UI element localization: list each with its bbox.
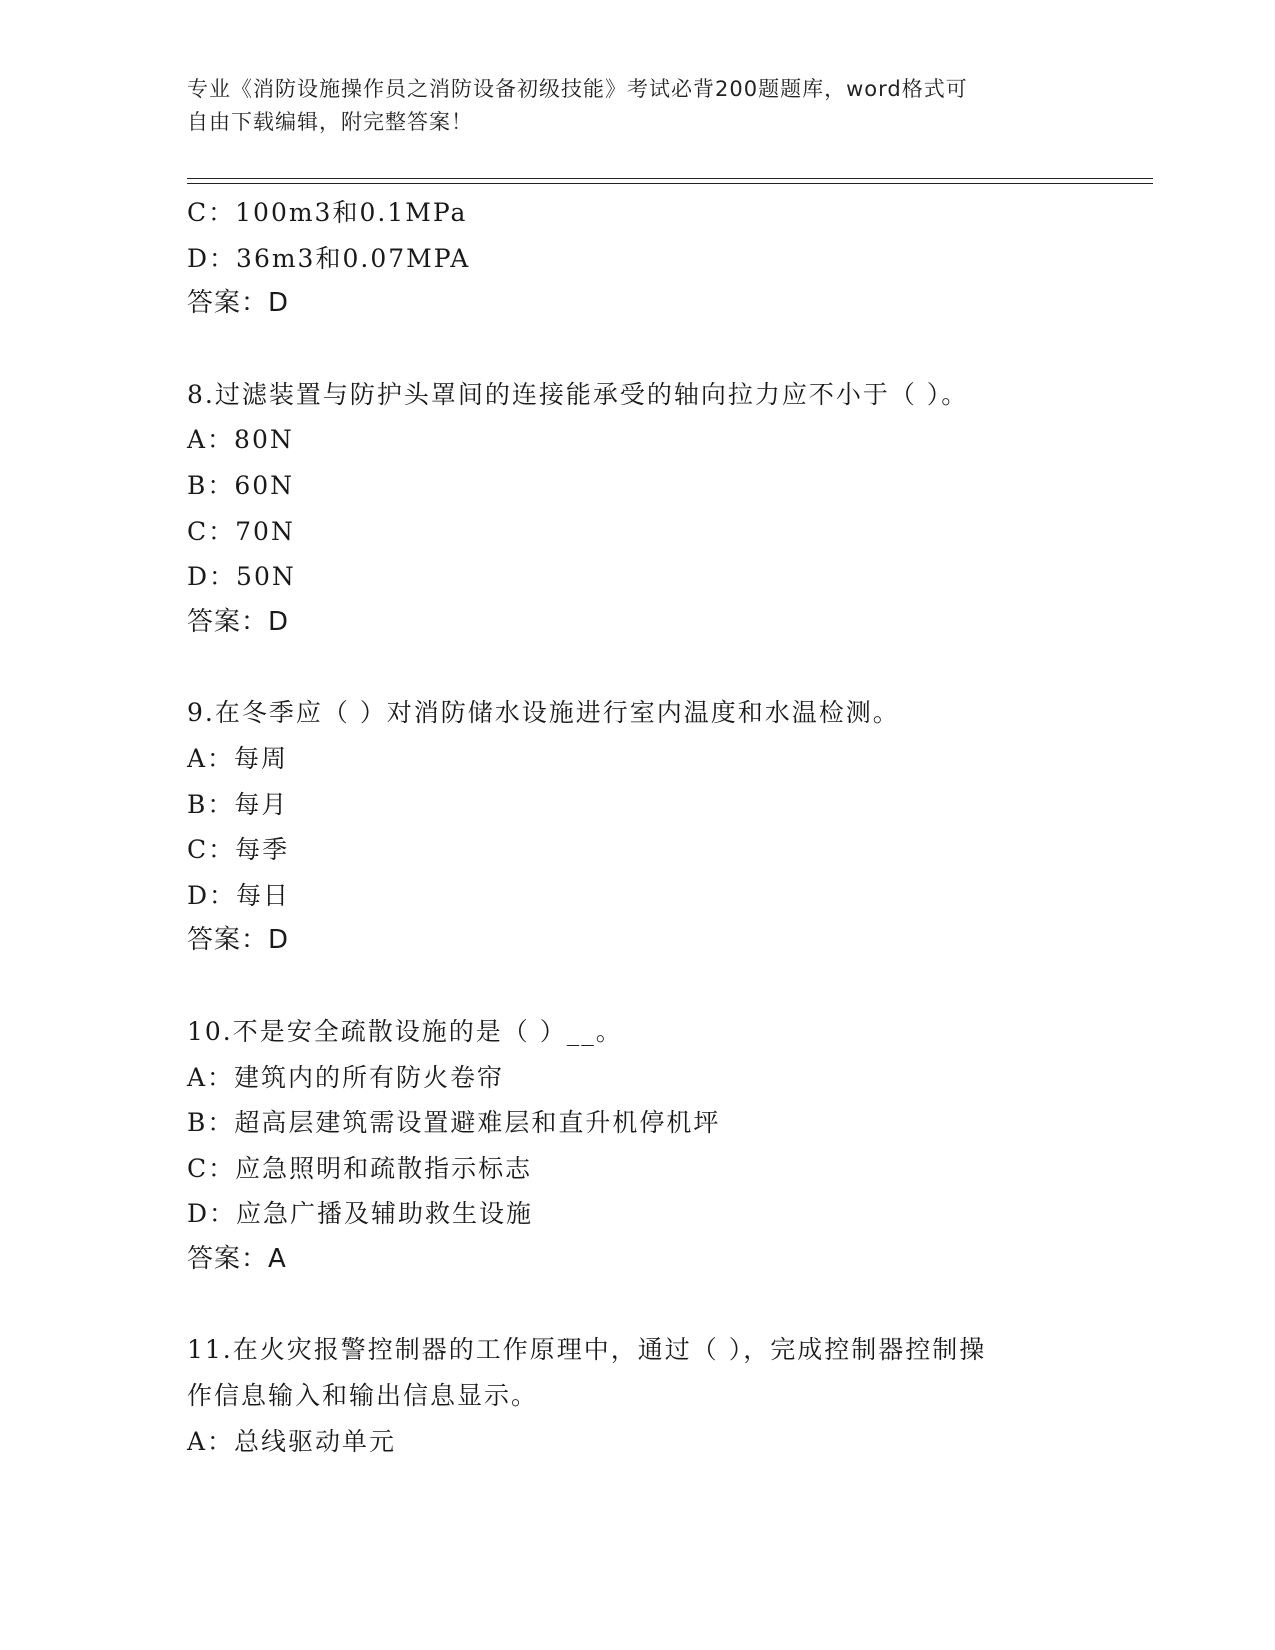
- q7-answer: 答案：D: [187, 288, 290, 319]
- q11-question-line-1: 11.在火灾报警控制器的工作原理中，通过（ ），完成控制器控制操: [187, 1335, 987, 1365]
- q10-option-a: A：建筑内的所有防火卷帘: [187, 1062, 505, 1092]
- spacer: [187, 645, 1187, 690]
- q9-option-d: D：每日: [187, 880, 291, 910]
- q10-option-b: B：超高层建筑需设置避难层和直升机停机坪: [187, 1108, 721, 1138]
- q8-option-a: A：80N: [187, 425, 294, 455]
- q11-option-a: A：总线驱动单元: [187, 1426, 397, 1456]
- q7-option-c: C：100m3和0.1MPa: [187, 198, 468, 227]
- q10-question: 10.不是安全疏散设施的是（ ）__。: [187, 1016, 623, 1046]
- document-header: [187, 73, 1067, 139]
- header-line-2: 自由下载编辑，附完整答案！: [187, 110, 473, 134]
- header-divider-bottom: [187, 183, 1153, 184]
- spacer: [187, 964, 1187, 1009]
- q9-option-a: A：每周: [187, 743, 289, 773]
- spacer: [187, 327, 1187, 372]
- q10-option-d: D：应急广播及辅助救生设施: [187, 1199, 534, 1229]
- q8-option-d: D：50N: [187, 562, 296, 592]
- header-divider-top: [187, 178, 1153, 179]
- q11-question-line-2: 作信息输入和输出信息显示。: [187, 1381, 539, 1411]
- q8-option-c: C：70N: [187, 516, 295, 546]
- q8-answer: 答案：D: [187, 606, 290, 637]
- q10-option-c: C：应急照明和疏散指示标志: [187, 1153, 533, 1183]
- q8-option-b: B：60N: [187, 470, 295, 500]
- question-list: [187, 190, 1187, 1464]
- q7-option-d: D：36m3和0.07MPA: [187, 243, 471, 273]
- q8-question: 8.过滤装置与防护头罩间的连接能承受的轴向拉力应不小于（ ）。: [187, 379, 969, 409]
- q9-option-b: B：每月: [187, 789, 289, 819]
- q9-option-c: C：每季: [187, 835, 290, 865]
- q9-answer: 答案：D: [187, 925, 290, 956]
- q10-answer: 答案：A: [187, 1243, 287, 1274]
- spacer: [187, 1282, 1187, 1327]
- q9-question: 9.在冬季应（ ）对消防储水设施进行室内温度和水温检测。: [187, 698, 900, 728]
- header-line-1: 专业《消防设施操作员之消防设备初级技能》考试必背200题题库，word格式可: [187, 77, 968, 101]
